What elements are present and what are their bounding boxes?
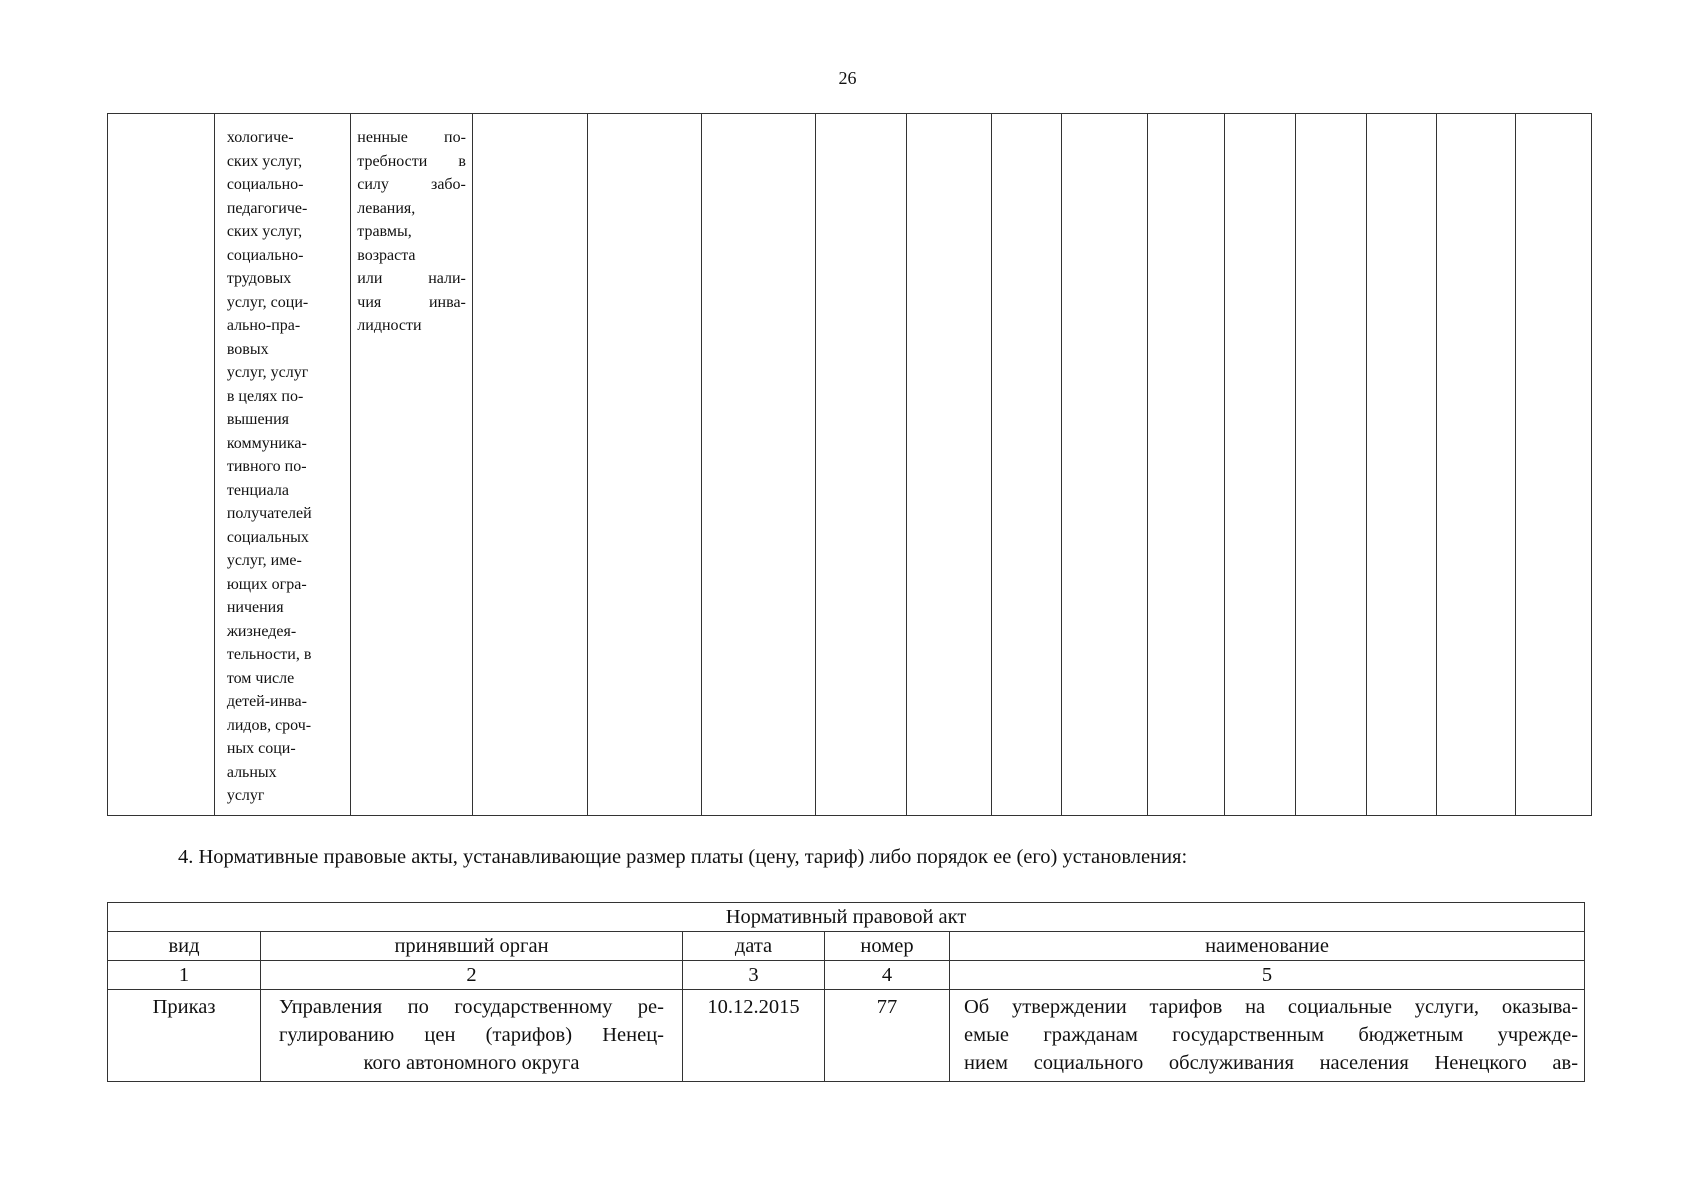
text-line: услуг, соци- <box>226 293 309 311</box>
act-number: 77 <box>825 990 950 1082</box>
text-line: возраста <box>357 246 416 264</box>
column-number: 1 <box>108 961 261 990</box>
text-line: услуг, име- <box>226 552 302 569</box>
text-line: трудовых <box>226 270 292 287</box>
empty-cell <box>1224 114 1295 816</box>
table-header-row <box>108 932 1585 961</box>
text-line: получателей <box>226 505 312 522</box>
text-line: лидов, сроч- <box>226 716 312 734</box>
text-line: том числе <box>226 669 295 687</box>
text-line: вышения <box>226 411 290 428</box>
empty-cell <box>1147 114 1224 816</box>
column-number: 2 <box>261 961 683 990</box>
text-line: гулированию цен (тарифов) Ненец- <box>279 1024 664 1046</box>
conditions-text <box>351 114 472 338</box>
header-type: вид <box>108 932 261 961</box>
text-line: тивного по- <box>226 458 307 475</box>
empty-cell <box>472 114 587 816</box>
section-4-heading: 4. Нормативные правовые акты, устанавливающие размер платы (цену, тариф) либо порядок ее (его) установления: <box>178 846 1188 868</box>
text-line: жизнедея- <box>226 622 297 640</box>
text-line: ских услуг, <box>226 223 303 240</box>
text-line: ничения <box>226 599 284 616</box>
text-line: детей-инва- <box>226 693 307 710</box>
empty-cell <box>702 114 815 816</box>
group-header: Нормативный правовой акт <box>108 903 1585 932</box>
text-line: тельности, в <box>226 646 312 663</box>
text-line: педагогиче- <box>226 199 308 217</box>
text-line: ющих огра- <box>226 575 307 593</box>
empty-cell <box>1515 114 1591 816</box>
table-row <box>108 114 1592 816</box>
text-line: чия инва- <box>357 293 466 311</box>
act-type: Приказ <box>108 990 261 1082</box>
table-row <box>108 990 1585 1082</box>
text-line: или нали- <box>357 270 466 287</box>
empty-cell <box>815 114 906 816</box>
header-number: номер <box>825 932 950 961</box>
empty-cell <box>1295 114 1366 816</box>
column-number: 4 <box>825 961 950 990</box>
column-number: 3 <box>683 961 825 990</box>
conditions-cell <box>351 114 473 816</box>
text-line: емые гражданам государственным бюджетным учрежде- <box>964 1024 1579 1046</box>
text-line: социально- <box>226 176 304 193</box>
text-line: травмы, <box>357 223 412 240</box>
empty-cell <box>1437 114 1515 816</box>
act-organ <box>261 990 683 1082</box>
empty-cell <box>1062 114 1148 816</box>
table-header-row <box>108 903 1585 932</box>
header-date: дата <box>683 932 825 961</box>
column-number: 5 <box>950 961 1585 990</box>
text-line: ненные по- <box>357 129 466 146</box>
text-line: социально- <box>226 246 304 264</box>
act-date: 10.12.2015 <box>683 990 825 1082</box>
text-line: хологиче- <box>226 129 294 146</box>
text-line: коммуника- <box>226 434 307 452</box>
table-numbering-row <box>108 961 1585 990</box>
empty-cell <box>108 114 215 816</box>
text-line: левания, <box>357 199 416 217</box>
header-name: наименование <box>950 932 1585 961</box>
empty-cell <box>588 114 702 816</box>
text-line: Управления по государственному ре- <box>279 996 664 1018</box>
empty-cell <box>1366 114 1437 816</box>
text-line: кого автономного округа <box>363 1052 580 1074</box>
text-line: требности в <box>357 152 466 170</box>
text-line: социальных <box>226 528 309 546</box>
text-line: в целях по- <box>226 387 304 405</box>
text-line: альных <box>226 763 277 781</box>
text-line: ально-пра- <box>226 317 301 334</box>
text-line: лидности <box>357 317 422 334</box>
act-title <box>950 990 1585 1082</box>
empty-cell <box>906 114 992 816</box>
text-line: Об утверждении тарифов на социальные услуги, оказыва- <box>964 996 1579 1018</box>
text-line: вовых <box>226 340 269 358</box>
text-line: нием социального обслуживания населения Ненецкого ав- <box>964 1052 1579 1074</box>
header-organ: принявший орган <box>261 932 683 961</box>
text-line: силу забо- <box>357 176 466 193</box>
text-line: ских услуг, <box>226 152 303 170</box>
legal-acts-table <box>107 902 1585 1082</box>
text-line: ных соци- <box>226 740 296 757</box>
text-line: услуг <box>226 787 265 804</box>
service-description-text <box>215 114 350 808</box>
empty-cell <box>992 114 1062 816</box>
text-line: услуг, услуг <box>226 364 309 381</box>
services-table-continuation <box>107 113 1592 816</box>
service-description-cell <box>214 114 350 816</box>
page-number: 26 <box>838 68 857 88</box>
text-line: тенциала <box>226 481 289 499</box>
